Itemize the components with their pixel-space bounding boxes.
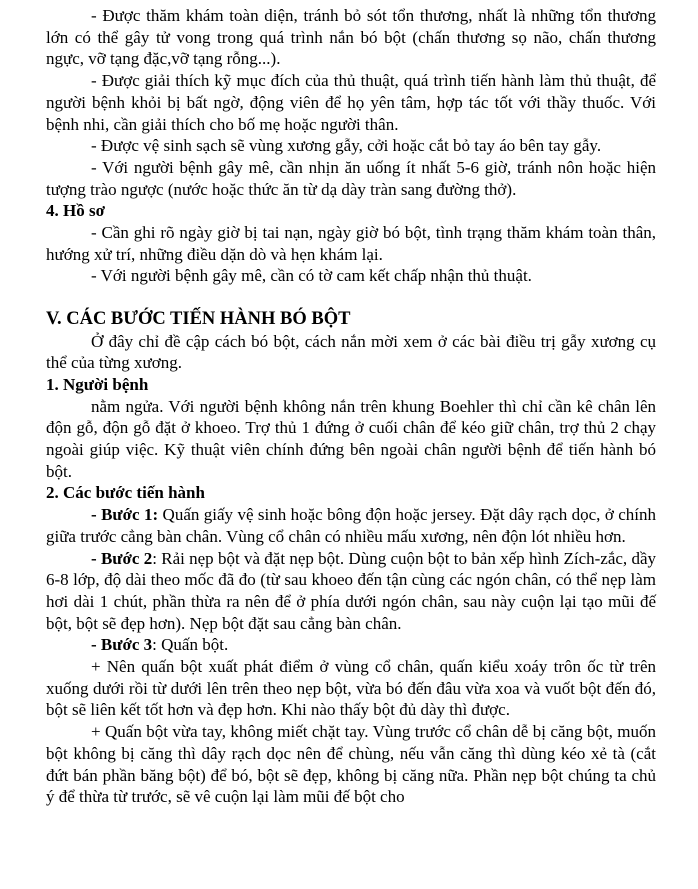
paragraph [46,331,656,374]
text-run: : Rải nẹp bột và đặt nẹp bột. Dùng cuộn bột to bản xếp hình Zích-zắc, dầy 6-8 lớp, độ dài theo mốc đã đo (từ sau khoeo đến tận cùng các ngón chân, có thể nẹp làm hơi dài 1 chút, phần thừa ra nên để ở phía dưới ngón chân, sau này cuộn lại tạo mũi đế bột, bột sẽ đẹp hơn). Nẹp bột đặt sau cẳng bàn chân. [46,548,656,633]
bold-text-run: 2. Các bước tiến hành [46,483,205,503]
bold-text-run: V. CÁC BƯỚC TIẾN HÀNH BÓ BỘT [46,308,351,329]
text-run: - Được thăm khám toàn diện, tránh bỏ sót tổn thương, nhất là những tổn thương lớn có thể gây tử vong trong quá trình nắn bó bột (chấn thương sọ não, chấn thương ngực, vỡ tạng đặc,vỡ tạng rỗng...). [46,6,656,69]
paragraph [46,721,656,808]
text-run: - Với người bệnh gây mê, cần có tờ cam kết chấp nhận thủ thuật. [91,266,532,286]
section-heading [46,200,656,222]
text-run: - Cần ghi rõ ngày giờ bị tai nạn, ngày giờ bó bột, tình trạng thăm khám toàn thân, hướng xử trí, những điều dặn dò và hẹn khám lại. [46,223,656,264]
paragraph [46,396,656,483]
paragraph [46,656,656,721]
text-run: + Nên quấn bột xuất phát điểm ở vùng cổ chân, quấn kiểu xoáy trôn ốc từ trên xuống dưới rồi từ dưới lên trên theo nẹp bột, vừa bó đến đâu vừa xoa và vuốt bột đến đó, bột sẽ liên kết tốt hơn và đẹp hơn. Khi nào thấy bột đủ dày thì được. [46,657,656,720]
text-run: Quấn giấy vệ sinh hoặc bông độn hoặc jersey. Đặt dây rạch dọc, ở chính giữa trước cẳng bàn chân. Vùng cổ chân có nhiều mấu xương, nên độn lót nhiều hơn. [46,505,656,546]
document-content [46,5,656,808]
paragraph [46,222,656,265]
text-run: Ở đây chỉ đề cập cách bó bột, cách nắn mời xem ở các bài điều trị gẫy xương cụ thể của từng xương. [46,331,656,373]
bold-text-run: 1. Người bệnh [46,374,149,394]
paragraph [46,634,656,656]
section-heading [46,374,656,396]
paragraph [46,548,656,635]
text-run: - Với người bệnh gây mê, cần nhịn ăn uống ít nhất 5-6 giờ, tránh nôn hoặc hiện tượng trào ngược (nước hoặc thức ăn từ dạ dày tràn sang đường thở). [46,157,656,199]
paragraph [46,157,656,200]
text-run: nằm ngửa. Với người bệnh không nắn trên khung Boehler thì chỉ cần kê chân lên độn gỗ, độn gỗ đặt ở khoeo. Trợ thủ 1 đứng ở cuối chân để kéo giữ chân, trợ thủ 2 chạy ngoài giúp việc. Kỹ thuật viên chính đứng bên ngoài chân người bệnh để tiến hành bó bột. [46,396,656,481]
bold-text-run: - Bước 1: [91,505,159,525]
section-heading [46,309,656,331]
text-run: - Được giải thích kỹ mục đích của thủ thuật, quá trình tiến hành làm thủ thuật, để người bệnh khỏi bị bất ngờ, động viên để họ yên tâm, hợp tác tốt với thầy thuốc. Với bệnh nhi, cần giải thích cho bố mẹ hoặc người thân. [46,71,656,134]
paragraph [46,504,656,547]
bold-text-run: 4. Hồ sơ [46,201,106,221]
paragraph [46,135,656,157]
paragraph [46,265,656,287]
paragraph [46,5,656,70]
paragraph [46,70,656,135]
section-heading [46,482,656,504]
text-run: : Quấn bột. [152,635,229,655]
text-run: + Quấn bột vừa tay, không miết chặt tay. Vùng trước cổ chân dễ bị căng bột, muốn bột không bị căng thì dây rạch dọc nên để chùng, nếu vẫn căng thì dùng kéo xẻ tà (cắt đứt bán phần băng bột) để bó, bột sẽ đẹp, không bị căng nữa. Phần nẹp bột chúng ta chủ ý để thừa từ trước, sẽ vê cuộn lại làm mũi đế bột cho [46,722,656,807]
text-run: - Được vệ sinh sạch sẽ vùng xương gẫy, cởi hoặc cắt bỏ tay áo bên tay gẫy. [91,136,602,156]
bold-text-run: - Bước 2 [91,548,153,568]
bold-text-run: - Bước 3 [91,635,153,655]
